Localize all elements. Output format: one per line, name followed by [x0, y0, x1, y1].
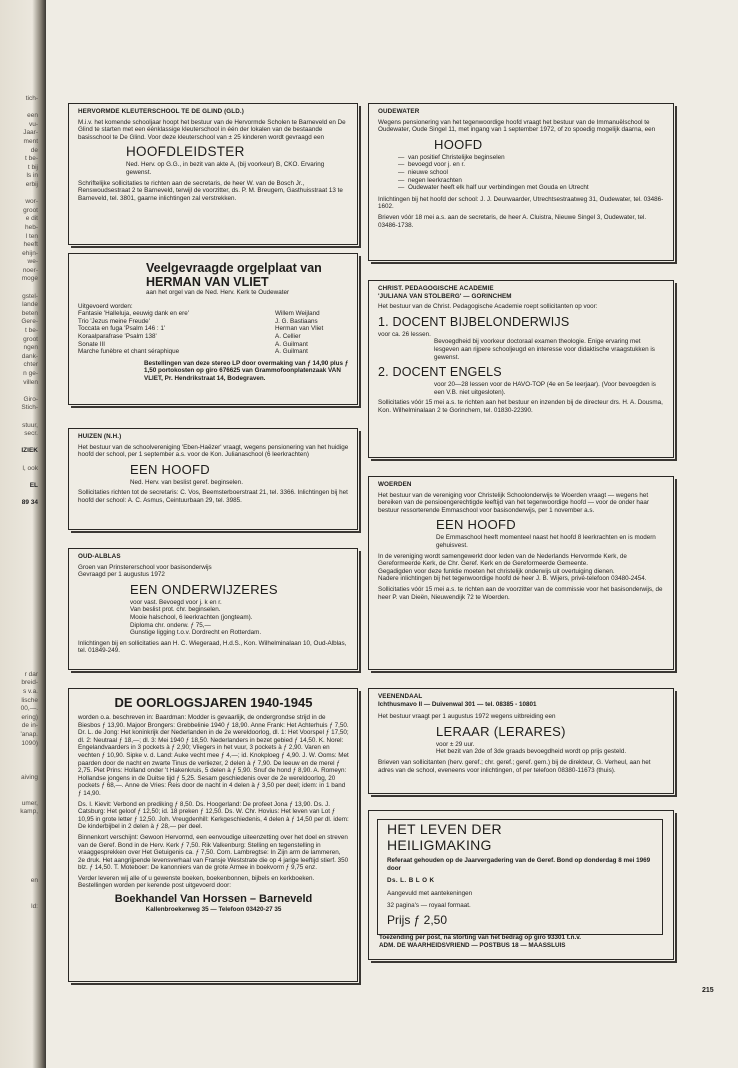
prev-column-line [2, 456, 38, 465]
requirement-line: Diploma chr. onderw. ƒ 75,— [130, 621, 211, 629]
prev-column-line: ngen [23, 344, 38, 352]
ad-title: HOOFD [434, 136, 483, 152]
dash-bullet: — [398, 176, 405, 184]
ad-title-line2: HEILIGMAKING [387, 837, 492, 853]
ad-contact: Sollicitaties vóór 15 mei a.s. te richten aan de voorzitter van de commissie voor het basisonderwijs, de heer P. van Dieën, Nieuwendijk 72 te Woerden. [378, 585, 663, 601]
prev-column-line [2, 628, 38, 637]
ad-body-3: Binnenkort verschijnt: Gewoon Hervormd, een eenvoudige uiteenzetting over het doel en streven van de Geref. Bond in de Herv. Kerk ƒ 7,50. Rik Valkenburg: Stelling en tegenstelling in vraaggesprekken over Het Getuigenis ca. ƒ 7,50. Corn. Lambregtse: In Zijn arm de lammeren, 2e druk. Het aangrijpende levensverhaal van Fransje Weststrate die op 4 jarige leeftijd stierf. 350 blz. ƒ 14,50. T. Moteboer: De kanonniers van de grote Armee in boekvorm ƒ 9,75 enz. [78, 833, 349, 872]
ad-title-line1: Veelgevraagde orgelplaat van [146, 261, 322, 275]
prev-column-line: 'anap. [20, 730, 38, 738]
ad-requirements: De Emmaschool heeft momenteel naast het hoofd 8 leerkrachten en is modern gehuisvest. [436, 534, 656, 549]
program-piece: Toccata en fuga 'Psalm 146 : 1' [78, 325, 166, 333]
prev-column-line: villen [23, 378, 38, 386]
prev-column-line [2, 473, 38, 482]
ad-extra: Aangevuld met aantekeningen [387, 889, 473, 897]
prev-column-line: de in- [21, 722, 38, 730]
prev-column-line [2, 817, 38, 826]
prev-column-line: we- [27, 258, 38, 266]
prev-column-line [2, 568, 38, 577]
prev-column-line: Jaar- [23, 129, 38, 137]
prev-column-line [2, 860, 38, 869]
ad-heading: VEENENDAAL [378, 693, 423, 700]
ad-contact: Sollicitaties vóór 15 mei a.s. te richten aan het bestuur en inzenden bij de directeur drs. H. A. Dousma, Kon. Wilhelminalaan 2 te Gorinchem, tel. 01830-22390. [378, 399, 663, 414]
prev-column-line: beten [21, 309, 38, 317]
dash-bullet: — [398, 153, 405, 161]
prev-column-line: ls in [26, 172, 38, 180]
prev-column-line: secr. [24, 430, 38, 438]
dash-text: nieuwe school [408, 168, 448, 176]
prev-column-line: 00,—. [20, 705, 38, 713]
ad-sub-1: voor ca. 26 lessen. [378, 330, 431, 338]
prev-column-line [2, 542, 38, 551]
prev-column-line: vu- [28, 120, 38, 128]
prev-column-line [2, 825, 38, 834]
prev-column-line: e dit [25, 215, 38, 223]
ad-contact: Schriftelijke sollicitaties te richten aan de secretaris, de heer W. van de Bosch Jr., Renswoudsestraat 2 te Barneveld, terwijl de voorzitter, ds. P. M. Breugem, Gasthuisstraat 13 te Barneveld, tel. 3801, gaarne inlichtingen zal verstrekken. [78, 179, 343, 202]
program-composer: J. G. Bastiaans [275, 317, 318, 325]
ad-letters: Brieven vóór 18 mei a.s. aan de secretaris, de heer A. Cluistra, Nieuwe Singel 3, Oudewater, tel. 03486-1738. [378, 213, 647, 229]
prev-column-line [2, 585, 38, 594]
ad-price: Prijs ƒ 2,50 [387, 912, 448, 927]
prev-column-line [2, 439, 38, 448]
dash-text: Oudewater heeft elk half uur verbindingen met Gouda en Utrecht [408, 184, 589, 192]
prev-column-line: IZIEK [21, 447, 38, 455]
prev-column-line: t bij [27, 163, 38, 171]
ad-pedagogische-academie [368, 280, 674, 458]
ad-order: Bestellingen van deze stereo LP door overmaking van ƒ 14,90 plus ƒ 1,50 portokosten op giro 676625 van Grammofoonplatenzaak VAN VLIET, Pr. Hendrikstraat 14, Bodegraven. [144, 359, 349, 382]
prev-column-line [2, 533, 38, 542]
ad-requirements: Ned. Herv. op G.G., in bezit van akte A, (bij voorkeur) B, CKO. Ervaring gewenst. [126, 161, 325, 176]
ad-body-3: Gegadigden voor deze funktie moeten het christelijk onderwijs uit overtuiging dienen. [378, 567, 615, 575]
prev-column-line: heeft [23, 241, 38, 249]
prev-column-line: wor- [25, 198, 38, 206]
dash-bullet: — [398, 161, 405, 169]
prev-column-line: l, ook [22, 464, 38, 472]
prev-column-line [2, 636, 38, 645]
prev-column-line [2, 886, 38, 895]
ad-body: Het bestuur van de vereniging voor Christelijk Schoolonderwijs te Woerden vraagt — wegens het bereiken van de pensioengerechtigde leeftijd van het tegenwoordige hoofd — voor de onder haar bestuur ressorterende Emmaschool voor basisonderwijs, per 1 november a.s. [378, 491, 649, 514]
ad-body-2: Ds. I. Kievit: Verbond en prediking ƒ 8,50. Ds. Hoogerland: De profeet Jona ƒ 13,90. Ds. J. Catsburg: Het geloof ƒ 12,50; id. 18 preken ƒ 12,50. Ds. W. Chr. Hovius: Het leven van Lot ƒ 10,95 in grote letter ƒ 12,50. Joh. Vreugdenhill: Kerkgeschiedenis, 4 delen à ƒ 14,50 per dl. idem: De kinderbijbel in 2 delen à ƒ 28,— per deel. [78, 800, 349, 831]
prev-column-line: de [30, 146, 38, 154]
ad-huizen [68, 428, 358, 530]
ad-body: Het bestuur van de schoolvereniging 'Eben-Haëzer' vraagt, wegens pensionering van het huidige hoofd der school, per 1 september a.s. voor de Kon. Julianaschool (6 leerkrachten) [78, 443, 349, 459]
prev-column-line: umer, [21, 799, 38, 807]
prev-column-line [2, 834, 38, 843]
ad-requirements-1: voor ± 29 uur. [436, 740, 475, 748]
ad-heading: CHRIST. PEDAGOGISCHE ACADEMIE [378, 285, 494, 292]
prev-column-line: groot [23, 335, 38, 343]
ad-speaker: Ds. L. B L O K [387, 877, 435, 885]
ad-title-line2: HERMAN VAN VLIET [146, 274, 269, 289]
prev-column-line: groot [23, 206, 38, 214]
prev-column-line: EL [29, 481, 38, 489]
dash-item [398, 169, 665, 177]
ad-requirements-2: voor 20—28 lessen voor de HAVO-TOP (4e en 5e leerjaar). (Voor bevoegden is een V.B. niet uitgesloten). [434, 381, 656, 396]
program-row [78, 348, 349, 356]
ad-heading: HUIZEN (N.H.) [78, 433, 122, 440]
ad-title: EEN HOOFD [436, 517, 516, 533]
dash-text: negen leerkrachten [408, 176, 462, 184]
prev-column-line [2, 757, 38, 766]
program-composer: A. Cellier [275, 332, 301, 340]
dash-item [398, 184, 665, 192]
prev-column-line: breid- [21, 679, 38, 687]
prev-column-line [2, 387, 38, 396]
prev-column-line: ment [23, 137, 38, 145]
ad-intro: Uitgevoerd worden: [78, 302, 133, 310]
ad-woerden [368, 476, 674, 670]
prev-column-line: dank- [21, 352, 38, 360]
program-piece: Marche funèbre et chant séraphique [78, 348, 180, 356]
prev-column-line: ld: [31, 902, 38, 910]
program-piece: Trio 'Jezus meine Freude' [78, 317, 150, 325]
bookshop-name: Boekhandel Van Horssen – Barneveld [114, 893, 313, 906]
program-row [78, 310, 349, 318]
previous-page-column [2, 95, 38, 975]
prev-column-line: lande [22, 301, 38, 309]
prev-column-line: moge [21, 275, 38, 283]
prev-column-line [2, 284, 38, 293]
ad-body: worden o.a. beschreven in: Baardman: Modder is gevaarlijk, de ondergrondse strijd in de Biesbos ƒ 13,90. Majoor Brongers: Grebbelinie 1940 ƒ 18,90. Anne Frank: Het Achterhuis ƒ 7,50. Dr. L. de Jong: Het koninkrijk der Nederlanden in de 2e wereldoorlog, dl. 1: Het Voorspel ƒ 17,50; dl. 2: Neutraal ƒ 18,—; dl. 3: Mei 1940 ƒ 18,50. Nederlanders in bezet gebied ƒ 14,50. K. Norel: Engelandvaarders in 3 pockets à ƒ 2,90; Vliegers in het vuur, 3 pockets à ƒ 2,90. Varen en vechten ƒ 10,90. Sipke v. d. Land: Auke vecht mee ƒ 4,—; id. Knokploeg ƒ 4,90. J. W. Ooms: Met paarden door de nacht en zwarte Tinus de verliezer, 2 delen à ƒ 7,90. De leeuw en de merel ƒ 2,75. Piet Prins: Holland onder 't Hakenkruis, 5 delen à ƒ 5,90. Snuf de hond ƒ 8,90. A. Romeyn: Hollandse jongens in de Duitse tijd ƒ 5,25. Sesam geschiedenis over de 2e wereldoorlog, 20 pockets ƒ 68,—. Anne de Vries: Reis door de nacht in 4 delen à ƒ 3,50 per deel; idem: in 1 band ƒ 14,90. [78, 714, 349, 797]
ad-requirements-1: Bevoegdheid bij voorkeur doctoraal examen theologie. Enige ervaring met lesgeven aan rijpere schooljeugd en interesse voor didaktische vraagstukken is gewenst. [434, 338, 655, 361]
ad-oorlogsjaren [68, 688, 358, 982]
requirement-line: voor vast. Bevoegd voor j. k en r. [130, 598, 222, 606]
ad-body-1: Groen van Prinstererschool voor basisonderwijs [78, 563, 212, 571]
ad-requirements: Ned. Herv. van beslist geref. beginselen. [130, 478, 243, 486]
prev-column-line: ehijn- [22, 249, 38, 257]
prev-column-line: Gere- [21, 318, 38, 326]
prev-column-line: een [27, 112, 38, 120]
prev-column-line [2, 868, 38, 877]
prev-column-line: kamp, [20, 808, 38, 816]
prev-column-line [2, 791, 38, 800]
program-row [78, 318, 349, 326]
dash-text: van positief Christelijke beginselen [408, 153, 505, 161]
prev-column-line: t be- [24, 327, 38, 335]
prev-column-line [2, 508, 38, 517]
dash-bullet: — [398, 168, 405, 176]
prev-column-line: r dar [24, 670, 38, 678]
prev-column-line [2, 516, 38, 525]
ad-title-line1: HET LEVEN DER [387, 821, 502, 837]
prev-column-line [2, 662, 38, 671]
prev-column-line [2, 593, 38, 602]
prev-column-line: tich- [25, 95, 38, 102]
dash-item [398, 177, 665, 185]
prev-column-line: l ten [25, 232, 38, 240]
ad-heading: OUDEWATER [378, 108, 420, 115]
prev-column-line: s v.a. [22, 687, 38, 695]
ad-title-2: 2. DOCENT ENGELS [378, 365, 502, 380]
dash-item [398, 161, 665, 169]
ad-body: M.i.v. het komende schooljaar hoopt het bestuur van de Hervormde Scholen te Barneveld en De Glind te starten met een éénklassige kleuterschool in één der lokalen van de bestaande basisschool te De Glind. Voor deze kleuterschool van ± 25 kinderen wordt gevraagd een [78, 118, 346, 141]
dash-item [398, 154, 665, 162]
prev-column-line: 89 34 [21, 498, 38, 506]
prev-column-line: n ge- [23, 370, 38, 377]
prev-column-line [2, 748, 38, 757]
ad-address: ADM. DE WAARHEIDSVRIEND — POSTBUS 18 — MAASSLUIS [379, 941, 566, 949]
ad-contact: Inlichtingen bij het hoofd der school: J. J. Deurwaarder, Utrechtsestraatweg 31, Oudewater, tel. 03486-1602. [378, 195, 664, 211]
ad-kleuterschool-de-glind [68, 103, 358, 245]
prev-column-line [2, 104, 38, 113]
prev-column-line [2, 190, 38, 199]
prev-column-line [2, 645, 38, 654]
ad-heading: WOERDEN [378, 481, 412, 488]
prev-column-line [2, 619, 38, 628]
ad-title-1: 1. DOCENT BIJBELONDERWIJS [378, 314, 570, 329]
program-composer: Herman van Vliet [275, 325, 324, 333]
ad-subtitle: aan het orgel van de Ned. Herv. Kerk te Oudewater [146, 289, 290, 296]
ad-title: HOOFDLEIDSTER [126, 144, 245, 160]
prev-column-line: Giro- [23, 395, 38, 403]
prev-column-line [2, 490, 38, 499]
prev-column-line: en [30, 877, 38, 885]
program-piece: Sonate III [78, 340, 105, 348]
ad-body: Het bestuur van de Christ. Pedagogische Academie roept sollicitanten op voor: [378, 303, 598, 311]
ad-requirements [130, 599, 349, 637]
ad-oud-alblas [68, 548, 358, 670]
program-row [78, 341, 349, 349]
prev-column-line: gstel- [22, 292, 38, 300]
ad-body-2: Gevraagd per 1 augustus 1972 [78, 571, 165, 579]
prev-column-line [2, 851, 38, 860]
prev-column-line: heb- [24, 223, 38, 231]
prev-column-line [2, 602, 38, 611]
prev-column-line: erbij [25, 180, 38, 188]
prev-column-line [2, 576, 38, 585]
ad-contact: Inlichtingen bij en sollicitaties aan H. C. Wiegeraad, H.d.S., Kon. Wilhelminalaan 10, Oud-Alblas, tel. 01849-249. [78, 639, 347, 655]
ad-contact: Brieven van sollicitanten (herv. geref.; chr. geref.; geref. gem.) bij de direkteur, G. Verheul, aan het adres van de school, eveneens voor inlichtingen, of per telefoon 08380-11673 (thuis). [378, 758, 651, 774]
ad-body-2: In de vereniging wordt samengewerkt door leden van de Nederlands Hervormde Kerk, de Gereformeerde Kerk, de Chr. Geref. Kerk en de Gereformeerde Gemeente. [378, 552, 627, 568]
program-piece: Fantasie 'Halleluja, eeuwig dank en ere' [78, 310, 189, 318]
program-piece: Koraalparafrase 'Psalm 138' [78, 332, 157, 340]
ad-body: Wegens pensionering van het tegenwoordige hoofd vraagt het bestuur van de Immanuëlschool te Oudewater, Oude Singel 11, met ingang van 1 september 1972, of zo spoedig mogelijk daarna, een [378, 118, 656, 134]
prev-column-line: lische [21, 696, 38, 704]
prev-column-line: stuur, [22, 421, 38, 429]
prev-column-line [2, 550, 38, 559]
ad-oudewater [368, 103, 674, 261]
ad-body: Referaat gehouden op de Jaarvergadering van de Geref. Bond op donderdag 8 mei 1969 door [387, 857, 651, 872]
dash-text: bevoegd voor j. en r. [408, 161, 466, 169]
page-number: 215 [702, 987, 714, 994]
ad-title: LERAAR (LERARES) [436, 723, 566, 739]
requirement-line: Van beslist prot. chr. beginselen. [130, 606, 221, 614]
bookshop-address: Kallenbroekerweg 35 — Telefoon 03420-27 35 [145, 906, 282, 914]
ad-order: Toezending per post, na storting van het bedrag op giro 93301 t.n.v. [379, 933, 581, 941]
ad-body-4: Nadere inlichtingen bij het tegenwoordige hoofd de heer J. B. Wijers, privé-telefoon 03480-2454. [378, 575, 647, 583]
program-composer: A. Guilmant [275, 340, 308, 348]
ad-pages: 32 pagina's — royaal formaat. [387, 902, 471, 910]
ad-heiligmaking [368, 810, 674, 960]
requirement-line: Mooie halschool, 6 leerkrachten (jongteam). [130, 613, 253, 621]
ad-requirements-2: Het bezit van 2de of 3de graads bevoegdheid wordt op prijs gesteld. [436, 748, 627, 756]
ad-body-4: Verder leveren wij alle of u gewenste boeken, boekenbonnen, bijbels en kerkboeken. Bestellingen worden per kerende post uitgevoerd door: [78, 874, 315, 890]
prev-column-line [2, 783, 38, 792]
prev-column-line [2, 413, 38, 422]
ad-orgelplaat [68, 253, 358, 405]
prev-column-line: t be- [24, 155, 38, 163]
ad-veenendaal [368, 688, 674, 794]
prev-column-line [2, 894, 38, 903]
requirement-line: Gunstige ligging t.o.v. Dordrecht en Rotterdam. [130, 629, 262, 637]
ad-title: EEN HOOFD [130, 461, 210, 477]
ad-body: Het bestuur vraagt per 1 augustus 1972 wegens uitbreiding een [378, 713, 556, 721]
program-list [78, 310, 349, 356]
prev-column-line: chter [23, 361, 38, 369]
program-composer: A. Guilmant [275, 348, 308, 356]
prev-column-line [2, 843, 38, 852]
ad-title: DE OORLOGSJAREN 1940-1945 [114, 695, 313, 710]
prev-column-line [2, 611, 38, 620]
ad-contact: Sollicitaties richten tot de secretaris: C. Vos, Beemsterboerstraat 21, tel. 3366. Inlichtingen bij het hoofd der school: A. C. Asmus, Ceintuurbaan 29, tel. 3985. [78, 489, 348, 504]
program-row [78, 333, 349, 341]
dash-bullet: — [398, 184, 405, 192]
prev-column-line: ering) [21, 713, 38, 721]
ad-subheading: Ichthusmavo II — Duivenwal 301 — tel. 08385 - 10801 [378, 700, 537, 708]
ad-items [378, 154, 665, 192]
prev-column-line: Stich- [21, 404, 38, 412]
prev-column-line [2, 654, 38, 663]
ad-heading: HERVORMDE KLEUTERSCHOOL TE DE GLIND (GLD.) [78, 108, 244, 115]
ad-heading-2: 'JULIANA VAN STOLBERG' — GORINCHEM [378, 292, 512, 300]
prev-column-line: noer- [22, 266, 38, 274]
prev-column-line: aiving [21, 773, 38, 781]
ad-title: EEN ONDERWIJZERES [130, 581, 278, 597]
program-row [78, 325, 349, 333]
prev-column-line [2, 765, 38, 774]
prev-column-line: 1090) [21, 739, 38, 747]
prev-column-line [2, 525, 38, 534]
ad-heading: OUD-ALBLAS [78, 553, 121, 560]
program-composer: Willem Weijland [275, 310, 320, 318]
prev-column-line [2, 559, 38, 568]
